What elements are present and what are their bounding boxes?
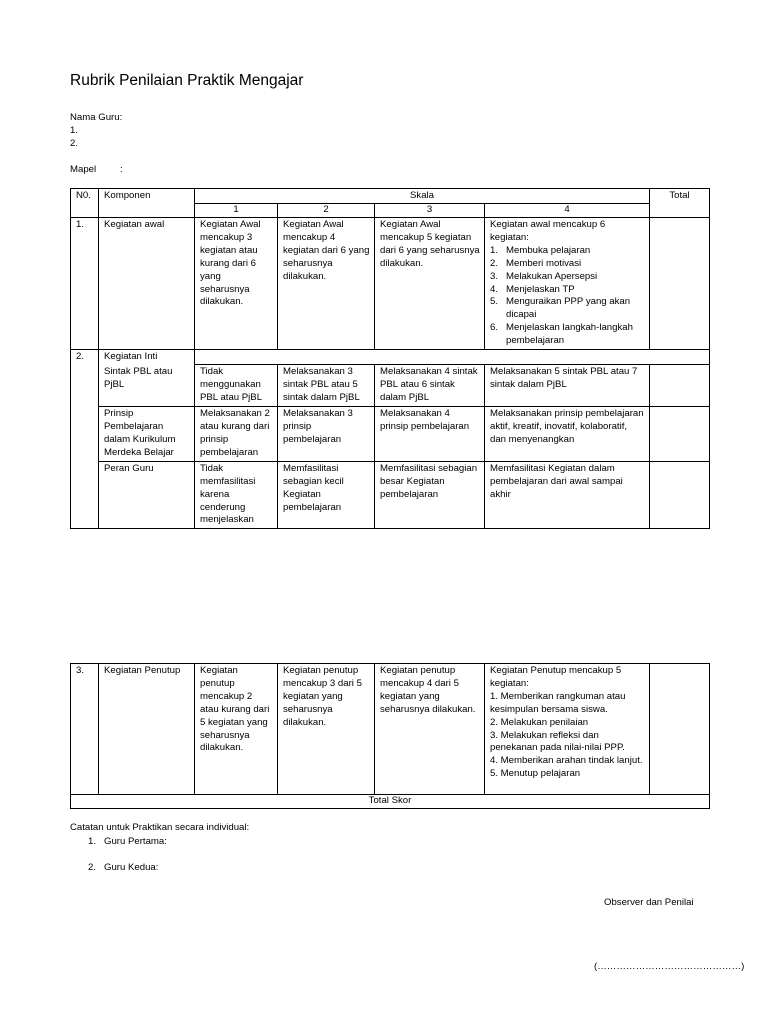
signature-role: Observer dan Penilai: [604, 897, 694, 908]
list-item: 4. Memberikan arahan tindak lanjut.: [490, 755, 643, 767]
scale-4-cell: Melaksanakan 5 sintak PBL atau 7 sintak dalam PjBL: [485, 365, 650, 407]
list-item: 5. Menguraikan PPP yang akan dicapai: [490, 296, 631, 321]
scale-1-cell: Melaksanakan 2 atau kurang dari prinsip pembelajaran: [195, 407, 278, 462]
empty-cell: [278, 350, 375, 365]
total-cell: [650, 664, 710, 795]
header-scale-4: 4: [485, 204, 650, 218]
scale-4-cell: [485, 218, 650, 350]
row-komponen: Kegiatan Inti: [99, 350, 195, 365]
row-number: 1.: [71, 218, 99, 350]
scale-4-cell: Melaksanakan prinsip pembelajaran aktif, kreatif, inovatif, kolaboratif, dan menyenangkan: [485, 407, 650, 462]
empty-cell: [195, 350, 278, 365]
scale-2-cell: Kegiatan Awal mencakup 4 kegiatan dari 6 yang seharusnya dilakukan.: [278, 218, 375, 350]
rubric-table-main: [70, 188, 710, 529]
row-komponen: Sintak PBL atau PjBL: [99, 365, 195, 407]
list-item: 3. Melakukan refleksi dan penekanan pada nilai-nilai PPP.: [490, 729, 625, 754]
notes-heading: Catatan untuk Praktikan secara individual:: [70, 822, 250, 833]
scale-2-cell: Memfasilitasi sebagian kecil Kegiatan pembelajaran: [278, 461, 375, 529]
signature-line: (………………………………………): [594, 961, 745, 972]
scale-2-cell: Melaksanakan 3 sintak PBL atau 5 sintak dalam PjBL: [278, 365, 375, 407]
header-scale-3: 3: [375, 204, 485, 218]
scale-4-intro: Kegiatan awal mencakup 6 kegiatan:: [490, 219, 606, 243]
list-item: 2. Guru Kedua:: [88, 861, 159, 873]
table-row: [71, 664, 710, 795]
header-komponen: Komponen: [99, 189, 195, 218]
notes-list: [88, 836, 288, 888]
header-total: Total: [650, 189, 710, 218]
scale-3-cell: Melaksanakan 4 prinsip pembelajaran: [375, 407, 485, 462]
table-row: [71, 407, 710, 462]
scale-3-cell: Kegiatan penutup mencakup 4 dari 5 kegiatan yang seharusnya dilakukan.: [375, 664, 485, 795]
header-scale-2: 2: [278, 204, 375, 218]
list-item: 1. Membuka pelajaran: [490, 244, 591, 256]
header-no: N0.: [71, 189, 99, 218]
nama-guru-label: Nama Guru:: [70, 112, 123, 123]
header-scale-1: 1: [195, 204, 278, 218]
list-item: 4. Menjelaskan TP: [490, 283, 575, 295]
header-skala: Skala: [195, 189, 650, 204]
guru-line-1: 1.: [70, 125, 79, 136]
list-item: 2. Memberi motivasi: [490, 257, 582, 269]
scale-4-list: [490, 245, 645, 348]
empty-cell: [650, 350, 710, 365]
row-komponen: Prinsip Pembelajaran dalam Kurikulum Merdeka Belajar: [99, 407, 195, 462]
scale-2-cell: Melaksanakan 3 prinsip pembelajaran: [278, 407, 375, 462]
scale-4-cell: [485, 664, 650, 795]
scale-1-cell: Kegiatan Awal mencakup 3 kegiatan atau kurang dari 6 yang seharusnya dilakukan.: [195, 218, 278, 350]
scale-1-cell: Tidak memfasilitasi karena cenderung menjelaskan: [195, 461, 278, 529]
total-cell: [650, 461, 710, 529]
total-skor-label: Total Skor: [71, 795, 710, 809]
mapel-colon: :: [120, 164, 123, 175]
scale-3-cell: Melaksanakan 4 sintak PBL atau 6 sintak dalam PjBL: [375, 365, 485, 407]
row-komponen: Kegiatan Penutup: [99, 664, 195, 795]
total-cell: [650, 218, 710, 350]
list-item: 1. Guru Pertama:: [88, 836, 167, 847]
empty-cell: [485, 350, 650, 365]
list-item: 2. Melakukan penilaian: [490, 716, 589, 728]
scale-4-intro: Kegiatan Penutup mencakup 5 kegiatan:: [490, 665, 622, 689]
list-item: 1. Memberikan rangkuman atau kesimpulan bersama siswa.: [490, 690, 626, 715]
table-row: [71, 365, 710, 407]
scale-3-cell: Kegiatan Awal mencakup 5 kegiatan dari 6 yang seharusnya dilakukan.: [375, 218, 485, 350]
table-row: [71, 218, 710, 350]
scale-1-cell: Kegiatan penutup mencakup 2 atau kurang dari 5 kegiatan yang seharusnya dilakukan.: [195, 664, 278, 795]
scale-1-cell: Tidak menggunakan PBL atau PjBL: [195, 365, 278, 407]
scale-4-cell: Memfasilitasi Kegiatan dalam pembelajaran dari awal sampai akhir: [485, 461, 650, 529]
row-komponen: Kegiatan awal: [99, 218, 195, 350]
table-row: [71, 350, 710, 365]
row-number: 3.: [71, 664, 99, 795]
total-cell: [650, 365, 710, 407]
row-komponen: Peran Guru: [99, 461, 195, 529]
rubric-table-penutup: [70, 663, 710, 809]
scale-3-cell: Memfasilitasi sebagian besar Kegiatan pembelajaran: [375, 461, 485, 529]
table-row: [71, 795, 710, 809]
row-number: 2.: [71, 350, 99, 529]
table-row: [71, 461, 710, 529]
list-item: 6. Menjelaskan langkah-langkah pembelajaran: [490, 322, 633, 347]
total-cell: [650, 407, 710, 462]
guru-line-2: 2.: [70, 138, 79, 149]
list-item: 5. Menutup pelajaran: [490, 768, 581, 780]
document-title: Rubrik Penilaian Praktik Mengajar: [70, 72, 304, 89]
mapel-label: Mapel: [70, 164, 97, 175]
scale-2-cell: Kegiatan penutup mencakup 3 dari 5 kegiatan yang seharusnya dilakukan.: [278, 664, 375, 795]
list-item: 3. Melakukan Apersepsi: [490, 270, 598, 282]
empty-cell: [375, 350, 485, 365]
